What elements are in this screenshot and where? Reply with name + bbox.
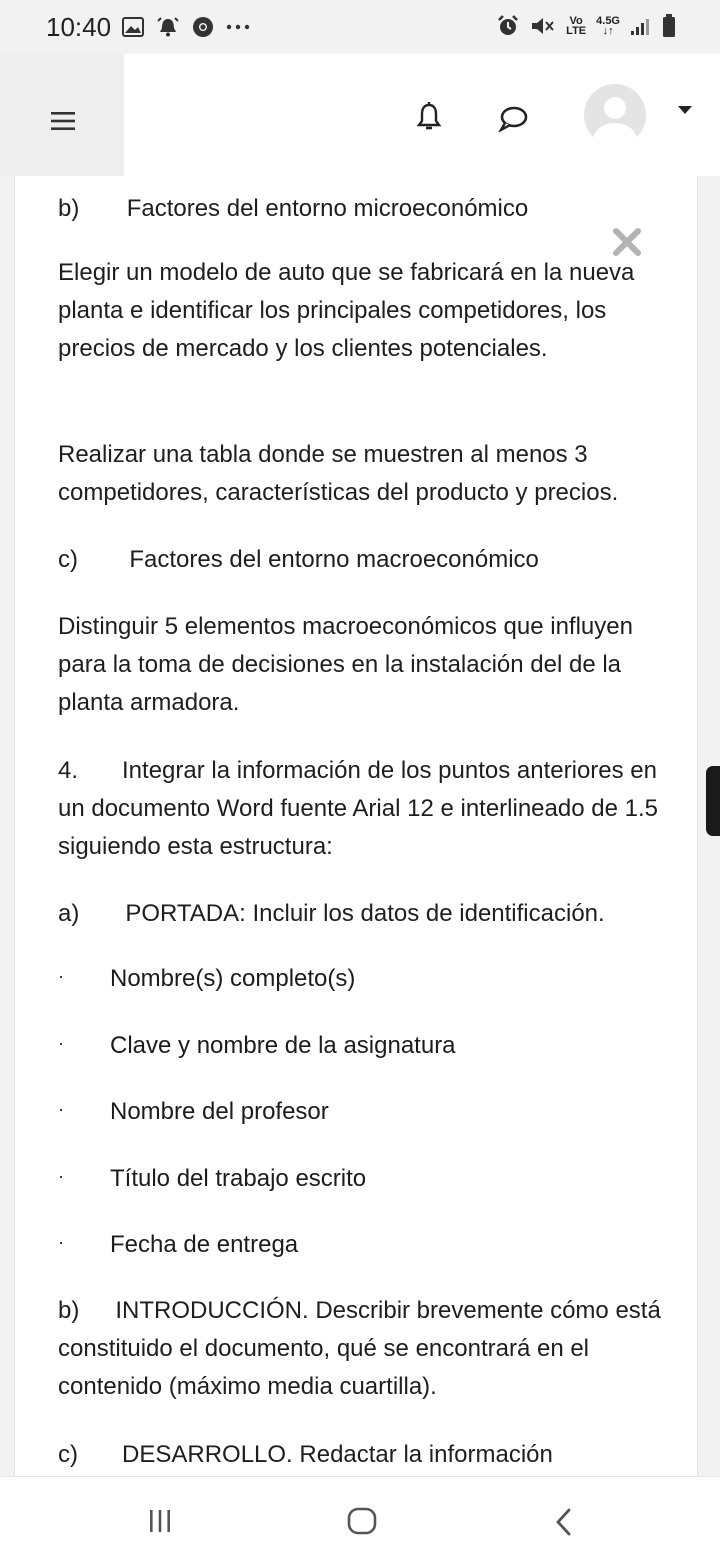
- bullet-marker: ·: [58, 1033, 64, 1053]
- app-header: [0, 54, 720, 176]
- status-icons-left: [122, 16, 250, 38]
- bullet-item: Clave y nombre de la asignatura: [110, 1032, 456, 1059]
- paragraph-3: Distinguir 5 elementos macroeconómicos que influyen para la toma de decisiones en la instalación del de la planta armadora.: [58, 613, 633, 716]
- network-type: 4.5G ↓↑: [596, 15, 620, 37]
- bullet-item: Nombre(s) completo(s): [110, 965, 356, 992]
- user-menu-chevron-down-icon[interactable]: [678, 106, 692, 114]
- menu-button[interactable]: [0, 54, 124, 176]
- messages-icon[interactable]: [498, 106, 528, 132]
- bullet-item: Título del trabajo escrito: [110, 1165, 367, 1192]
- item-a-letter: a): [58, 900, 80, 927]
- item-a-text: PORTADA: Incluir los datos de identificación.: [125, 900, 605, 927]
- item-4-text: Integrar la información de los puntos anteriores en un documento Word fuente Arial 12 e interlineado de 1.5 siguiendo esta estructura:: [58, 757, 658, 860]
- status-icons-right: [496, 14, 676, 38]
- item-c-text: DESARROLLO. Redactar la información: [122, 1441, 553, 1468]
- section-b-letter: b): [58, 195, 80, 222]
- close-icon[interactable]: [613, 228, 641, 256]
- section-b-heading: [58, 190, 668, 228]
- item-b-letter: b): [58, 1297, 80, 1324]
- item-b: [58, 1292, 668, 1406]
- side-drawer-tab[interactable]: [706, 766, 720, 836]
- paragraph-2: Realizar una tabla donde se muestren al menos 3 competidores, características del producto y precios.: [58, 441, 619, 506]
- signal-icon: [630, 16, 652, 36]
- section-c-letter: c): [58, 546, 78, 573]
- hamburger-menu-icon: [51, 111, 75, 131]
- section-b-title: Factores del entorno microeconómico: [126, 195, 529, 222]
- content-area: [0, 176, 720, 1476]
- chrome-icon: [192, 16, 214, 38]
- item-4-number: 4.: [58, 757, 79, 784]
- bullet-marker: ·: [58, 1166, 64, 1186]
- bullet-item: Fecha de entrega: [110, 1231, 299, 1258]
- item-b-text: INTRODUCCIÓN. Describir brevemente cómo está constituido el documento, qué se encontrará en el contenido (máximo media cuartilla).: [58, 1297, 661, 1400]
- item-c-letter: c): [58, 1441, 78, 1468]
- back-icon[interactable]: [554, 1508, 572, 1536]
- item-c: [58, 1436, 668, 1474]
- status-time: 10:40: [46, 12, 112, 42]
- item-4: [58, 752, 668, 866]
- alarm-clock-icon: [496, 14, 520, 38]
- volte-indicator: Vo LTE: [566, 15, 587, 37]
- home-icon[interactable]: [347, 1507, 377, 1535]
- system-nav-bar: [0, 1476, 720, 1561]
- item-a: [58, 895, 668, 933]
- bullet-marker: ·: [58, 1099, 64, 1119]
- alarm-bell-icon: [156, 16, 180, 38]
- mute-icon: [530, 15, 556, 37]
- section-c-title: Factores del entorno macroeconómico: [129, 546, 539, 573]
- bullet-marker: ·: [58, 1232, 64, 1252]
- user-silhouette-icon: [584, 84, 646, 146]
- user-avatar[interactable]: [584, 84, 646, 146]
- bullet-marker: ·: [58, 966, 64, 986]
- gallery-icon: [122, 17, 144, 37]
- paragraph-1: Elegir un modelo de auto que se fabricará en la nueva planta e identificar los principales competidores, los precios de mercado y los clientes potenciales.: [58, 259, 635, 362]
- notifications-bell-icon[interactable]: [416, 102, 442, 132]
- battery-icon: [662, 14, 676, 38]
- recent-apps-icon[interactable]: [148, 1509, 172, 1533]
- status-bar: [0, 0, 720, 54]
- section-c-heading: [58, 541, 668, 579]
- more-notifications-icon: [226, 24, 250, 30]
- bullet-item: Nombre del profesor: [110, 1098, 329, 1125]
